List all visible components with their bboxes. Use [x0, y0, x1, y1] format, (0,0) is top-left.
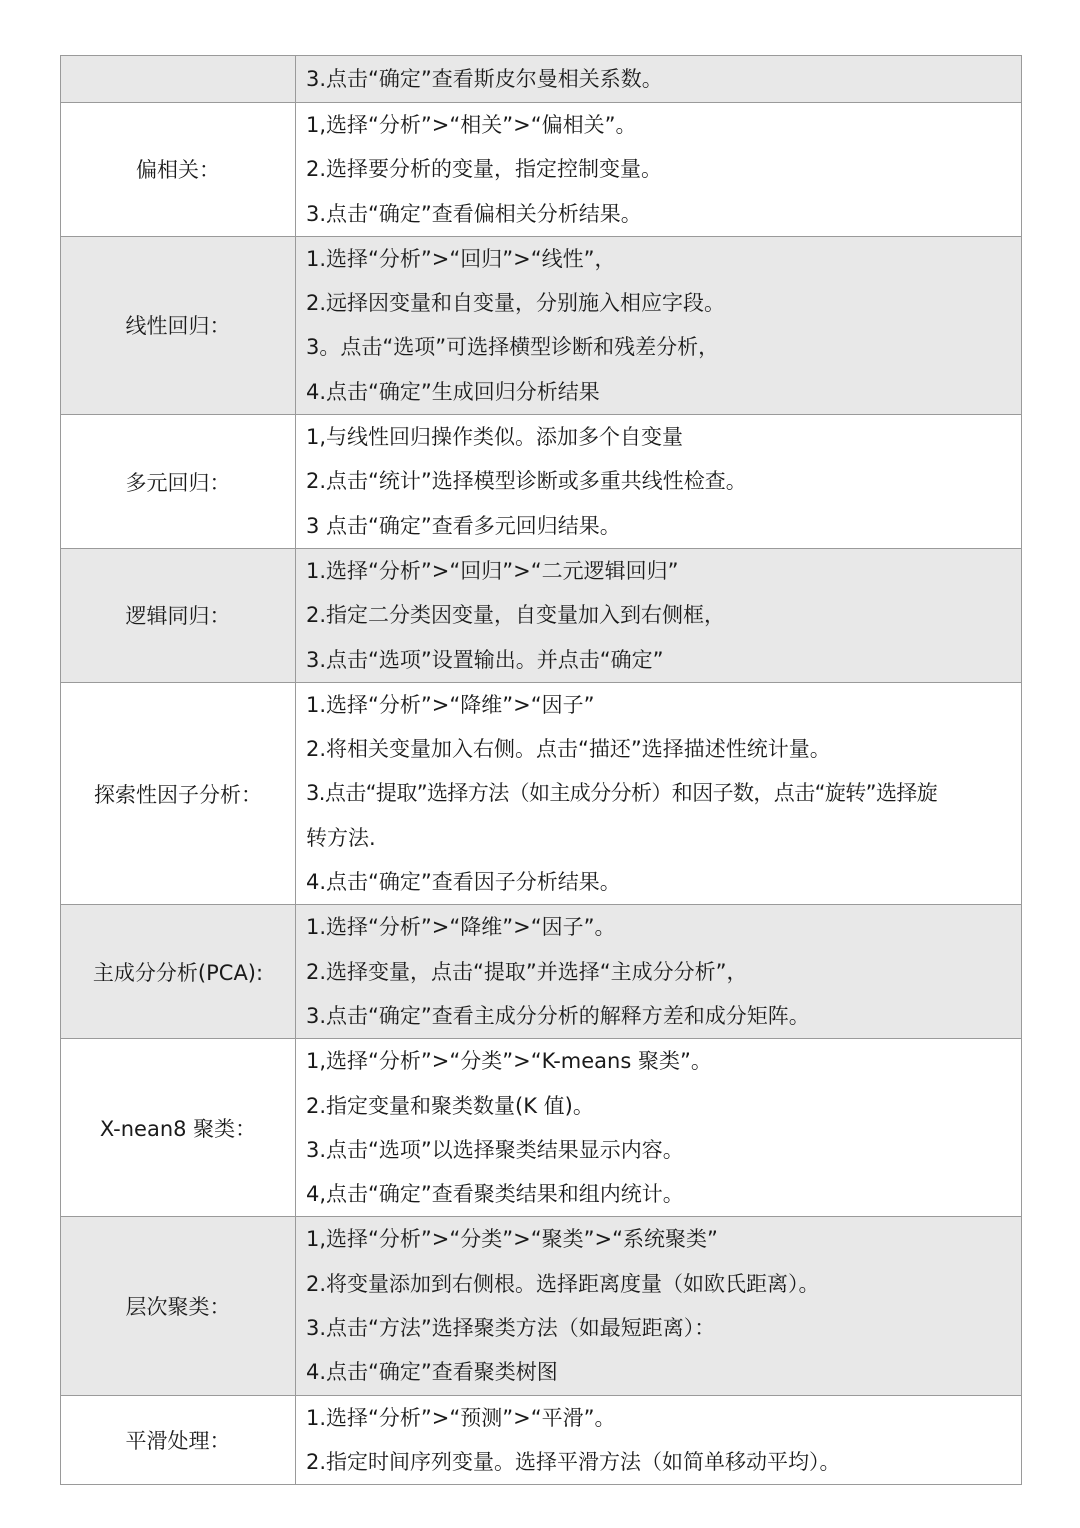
step-line: 3.点击“选项”设置输出。并点击“确定” [306, 647, 664, 672]
table-row [61, 905, 1022, 1039]
steps-cell [296, 103, 1022, 237]
steps-cell [296, 415, 1022, 549]
step-line: 3。点击“选项”可选择横型诊断和残差分析， [306, 335, 720, 360]
method-label: 主成分分析(PCA): [61, 905, 296, 1039]
step-line: 4.点击“确定”生成回归分析结果 [306, 379, 600, 404]
step-line: 1,选择“分析”>“分类”>“K-means 聚类”。 [306, 1049, 712, 1074]
step-line: 3.点击“提取”选择方法（如主成分分析）和因子数，点击“旋转”选择旋 [306, 781, 938, 806]
step-line: 2.远择因变量和自变量，分别施入相应字段。 [306, 291, 726, 316]
step-line: 3.点击“选项”以选择聚类结果显示内容。 [306, 1137, 684, 1162]
procedure-table [60, 55, 1022, 1485]
step-line: 4,点击“确定”查看聚类结果和组内统计。 [306, 1182, 684, 1207]
steps-cell [296, 905, 1022, 1039]
table-row [61, 103, 1022, 237]
method-label: 线性回归： [61, 236, 296, 414]
method-label: 探索性因子分析： [61, 682, 296, 904]
steps-cell [296, 1217, 1022, 1395]
method-label [61, 56, 296, 103]
step-line: 2.选择要分析的变量，指定控制变量。 [306, 157, 663, 182]
step-line: 2.指定二分类因变量，自变量加入到右侧框， [306, 603, 726, 628]
step-line: 1.选择“分析”>“回归”>“二元逻辑回归” [306, 558, 679, 583]
step-line: 3.点击“确定”查看主成分分析的解释方差和成分矩阵。 [306, 1003, 810, 1028]
step-line: 1,选择“分析”>“相关”>“偏相关”。 [306, 113, 637, 137]
step-line: 2.点击“统计”选择模型诊断或多重共线性检查。 [306, 469, 747, 494]
table-row [61, 1217, 1022, 1395]
method-label: 平滑处理： [61, 1395, 296, 1485]
step-line: 3 点击“确定”查看多元回归结果。 [306, 513, 621, 538]
step-line: 1.选择“分析”>“降维”>“因子” [306, 692, 595, 717]
step-line: 2.将相关变量加入右侧。点击“描还”选择描述性统计量。 [306, 737, 831, 762]
step-line: 1.选择“分析”>“降维”>“因子”。 [306, 915, 616, 940]
table-row [61, 1395, 1022, 1485]
table-row [61, 1039, 1022, 1217]
table-row [61, 56, 1022, 103]
step-line: 1.选择“分析”>“预测”>“平滑”。 [306, 1405, 616, 1430]
steps-cell [296, 682, 1022, 904]
step-line: 3.点击“方法”选择聚类方法（如最短距离）： [306, 1316, 716, 1341]
steps-cell [296, 1395, 1022, 1485]
step-line: 4.点击“确定”查看聚类树图 [306, 1360, 558, 1385]
steps-cell [296, 548, 1022, 682]
steps-cell [296, 1039, 1022, 1217]
method-label: 偏相关： [61, 103, 296, 237]
step-line: 3.点击“确定”查看偏相关分析结果。 [306, 201, 642, 226]
step-line: 4.点击“确定”查看因子分析结果。 [306, 870, 621, 895]
steps-cell [296, 56, 1022, 103]
steps-cell [296, 236, 1022, 414]
step-line: 1,选择“分析”>“分类”>“聚类”>“系统聚类” [306, 1227, 718, 1252]
step-line: 转方法. [306, 825, 376, 850]
table-row [61, 236, 1022, 414]
table-row [61, 682, 1022, 904]
step-line: 2.将变量添加到右侧根。选择距离度量（如欧氏距离）。 [306, 1271, 820, 1296]
table-row [61, 548, 1022, 682]
step-line: 2.指定时间序列变量。选择平滑方法（如简单移动平均）。 [306, 1449, 841, 1474]
step-line: 1,与线性回归操作类似。添加多个自变量 [306, 425, 684, 450]
method-label: 多元回归： [61, 415, 296, 549]
method-label: 层次聚类： [61, 1217, 296, 1395]
method-label: X-nean8 聚类： [61, 1039, 296, 1217]
step-line: 2.指定变量和聚类数量(K 值)。 [306, 1093, 594, 1118]
method-label: 逻辑同归： [61, 548, 296, 682]
step-line: 1.选择“分析”>“回归”>“线性”， [306, 246, 616, 271]
step-line: 3.点击“确定”查看斯皮尔曼相关系数。 [306, 66, 663, 91]
step-line: 2.选择变量，点击“提取”并选择“主成分分析”， [306, 959, 748, 984]
table-row [61, 415, 1022, 549]
